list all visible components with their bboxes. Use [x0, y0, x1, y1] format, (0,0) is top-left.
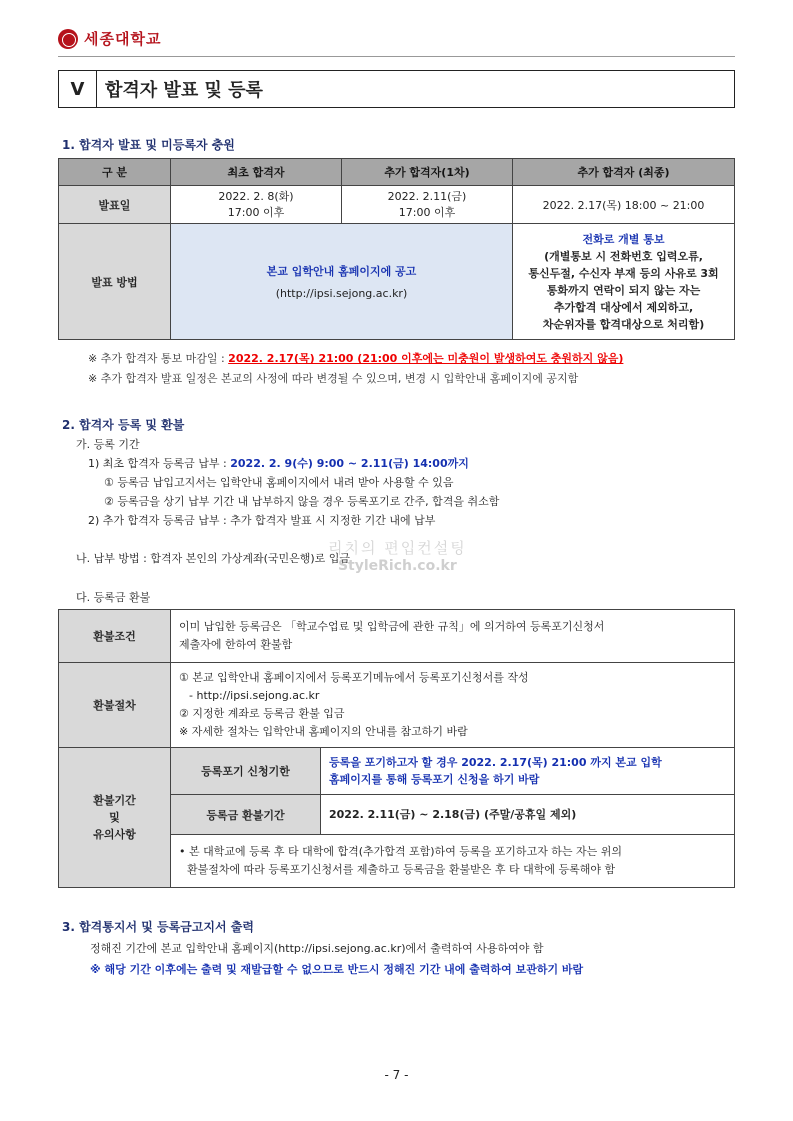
section2-title: 2. 합격자 등록 및 환불: [62, 418, 185, 432]
chapter-heading: [58, 70, 735, 108]
sub-ga: 가. 등록 기간: [76, 438, 140, 451]
item1-sub2: ② 등록금을 상기 납부 기간 내 납부하지 않을 경우 등록포기로 간주, 합격을 취소함: [104, 495, 500, 508]
refund-table: [58, 609, 735, 888]
logo-text: 세종대학교: [84, 30, 162, 48]
row-label-method: 발표 방법: [59, 224, 171, 340]
table-header: 추가 합격자 (최종): [513, 159, 735, 186]
row-label-condition: 환불조건: [59, 610, 171, 663]
note-schedule: ※ 추가 합격자 발표 일정은 본교의 사정에 따라 변경될 수 있으며, 변경 시 입학안내 홈페이지에 공지함: [88, 372, 579, 385]
refund-condition: 이미 납입한 등록금은 「학교수업료 및 입학금에 관한 규칙」에 의거하여 등록포기신청서 제출자에 한하여 환불함: [171, 610, 735, 663]
refund-procedure: ① 본교 입학안내 홈페이지에서 등록포기메뉴에서 등록포기신청서를 작성 - http://ipsi.sejong.ac.kr ② 지정한 계좌로 등록금 환불 입금 ※ 자세한 절차는 입학안내 홈페이지의 안내를 참고하기 바람: [171, 663, 735, 748]
announce-method-phone: 전화로 개별 통보 (개별통보 시 전화번호 입력오류, 통신두절, 수신자 부재 등의 사유로 3회 통화까지 연락이 되지 않는 자는 추가합격 대상에서 제외하고, 차순위자를 합격대상으로 처리함): [513, 224, 735, 340]
row-label-period: 환불기간 및 유의사항: [59, 748, 171, 888]
sub-da: 다. 등록금 환불: [76, 591, 151, 604]
university-logo: [58, 28, 161, 49]
row-label-date: 발표일: [59, 186, 171, 224]
chapter-number: Ⅴ: [59, 71, 97, 107]
section3-line2: ※ 해당 기간 이후에는 출력 및 재발급할 수 없으므로 반드시 정해진 기간 내에 출력하여 보관하기 바람: [90, 963, 584, 976]
sub-na: 나. 납부 방법 : 합격자 본인의 가상계좌(국민은행)로 입금: [76, 552, 351, 565]
item2: 2) 추가 합격자 등록금 납부 : 추가 합격자 발표 시 지정한 기간 내에 납부: [88, 514, 436, 527]
add1-announce-date: 2022. 2.11(금) 17:00 이후: [342, 186, 513, 224]
first-announce-date: 2022. 2. 8(화) 17:00 이후: [171, 186, 342, 224]
row-label-procedure: 환불절차: [59, 663, 171, 748]
chapter-title: 합격자 발표 및 등록: [105, 80, 263, 101]
item1-sub1: ① 등록금 납입고지서는 입학안내 홈페이지에서 내려 받아 사용할 수 있음: [104, 476, 454, 489]
table-header: 구 분: [59, 159, 171, 186]
table-header: 최초 합격자: [171, 159, 342, 186]
item1: 1) 최초 합격자 등록금 납부 : 2022. 2. 9(수) 9:00 ~ 2.11(금) 14:00까지: [88, 457, 469, 470]
refund-caution: • 본 대학교에 등록 후 타 대학에 합격(추가합격 포함)하여 등록을 포기하고자 하는 자는 위의 환불절차에 따라 등록포기신청서를 제출하고 등록금을 환불받은 후 타 대학에 등록해야 함: [171, 835, 735, 888]
section1-title: 1. 합격자 발표 및 미등록자 충원: [62, 138, 235, 152]
page-number: - 7 -: [384, 1068, 409, 1082]
announce-method-web: 본교 입학안내 홈페이지에 공고 (http://ipsi.sejong.ac.kr): [171, 224, 513, 340]
section3-line1: 정해진 기간에 본교 입학안내 홈페이지(http://ipsi.sejong.ac.kr)에서 출력하여 사용하여야 함: [90, 942, 544, 955]
header-divider: [58, 56, 735, 57]
watermark: 리치의 편입컨설팅 StyleRich.co.kr: [328, 539, 467, 574]
withdraw-deadline-label: 등록포기 신청기한: [171, 748, 321, 795]
announcement-table: [58, 158, 735, 340]
refund-period-value: 2022. 2.11(금) ~ 2.18(금) (주말/공휴일 제외): [321, 795, 735, 835]
table-header: 추가 합격자(1차): [342, 159, 513, 186]
university-seal-icon: [58, 29, 78, 49]
final-announce-date: 2022. 2.17(목) 18:00 ~ 21:00: [513, 186, 735, 224]
withdraw-deadline-value: 등록을 포기하고자 할 경우 2022. 2.17(목) 21:00 까지 본교 입학 홈페이지를 통해 등록포기 신청을 하기 바람: [321, 748, 735, 795]
note-deadline: ※ 추가 합격자 통보 마감일 : 2022. 2.17(목) 21:00 (21:00 이후에는 미충원이 발생하여도 충원하지 않음): [88, 352, 624, 365]
section3-title: 3. 합격통지서 및 등록금고지서 출력: [62, 920, 254, 934]
refund-period-label: 등록금 환불기간: [171, 795, 321, 835]
